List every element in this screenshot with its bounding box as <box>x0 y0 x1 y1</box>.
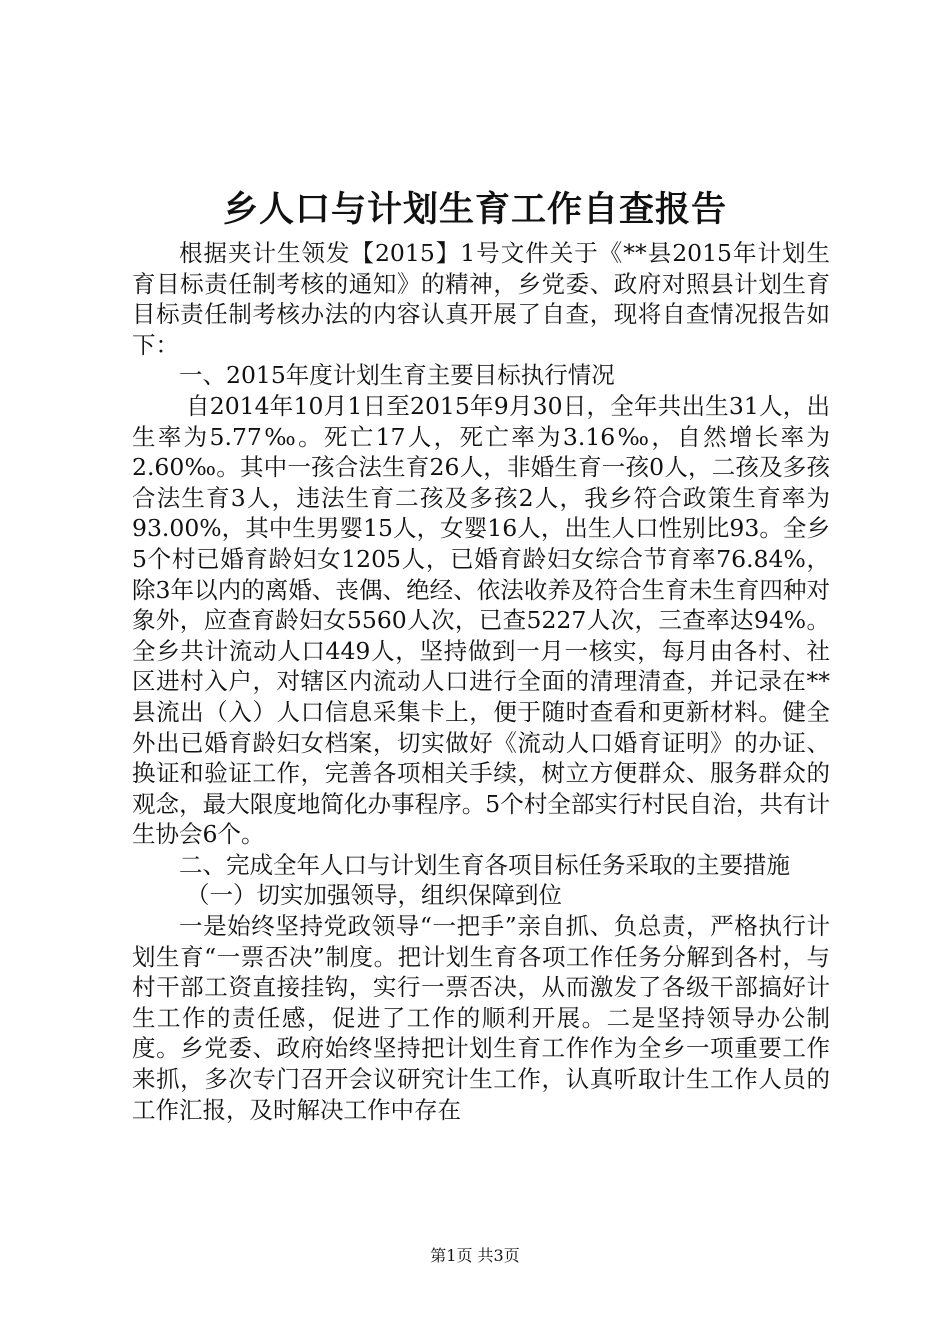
intro-paragraph: 根据夹计生领发【2015】1号文件关于《**县2015年计划生育目标责任制考核的通知》的精神，乡党委、政府对照县计划生育目标责任制考核办法的内容认真开展了自查，现将自查情况报告如下： <box>132 239 830 359</box>
section-heading-2: 二、完成全年人口与计划生育各项目标任务采取的主要措施 <box>179 850 790 879</box>
page-footer: 第1页 共3页 <box>430 1246 520 1265</box>
measures-paragraph: 一是始终坚持党政领导“一把手”亲自抓、负总责，严格执行计划生育“一票否决”制度。把计划生育各项工作任务分解到各村，与村干部工资直接挂钩，实行一票否决，从而激发了各级干部搞好计生工作的责任感，促进了工作的顺利开展。二是坚持领导办公制度。乡党委、政府始终坚持把计划生育工作作为全乡一项重要工作来抓，多次专门召开会议研究计生工作，认真听取计生工作人员的工作汇报，及时解决工作中存在 <box>132 912 830 1124</box>
document-body <box>132 238 830 1125</box>
statistics-paragraph: 自2014年10月1日至2015年9月30日，全年共出生31人，出生率为5.77‰。死亡17人，死亡率为3.16‰，自然增长率为2.60‰。其中一孩合法生育26人，非婚生育一孩0人，二孩及多孩合法生育3人，违法生育二孩及多孩2人，我乡符合政策生育率为93.00%，其中生男婴15人，女婴16人，出生人口性别比93。全乡5个村已婚育龄妇女1205人，已婚育龄妇女综合节育率76.84%，除3年以内的离婚、丧偶、绝经、依法收养及符合生育未生育四种对象外，应查育龄妇女5560人次，已查5227人次，三查率达94%。全乡共计流动人口449人，坚持做到一月一核实，每月由各村、社区进村入户，对辖区内流动人口进行全面的清理清查，并记录在**县流出（入）人口信息采集卡上，便于随时查看和更新材料。健全外出已婚育龄妇女档案，切实做好《流动人口婚育证明》的办证、换证和验证工作，完善各项相关手续，树立方便群众、服务群众的观念，最大限度地简化办事程序。5个村全部实行村民自治，共有计生协会6个。 <box>132 391 830 849</box>
document-title: 乡人口与计划生育工作自查报告 <box>222 189 727 230</box>
section-heading-1: 一、2015年度计划生育主要目标执行情况 <box>179 361 615 390</box>
subsection-heading-1: （一）切实加强领导，组织保障到位 <box>186 881 563 910</box>
